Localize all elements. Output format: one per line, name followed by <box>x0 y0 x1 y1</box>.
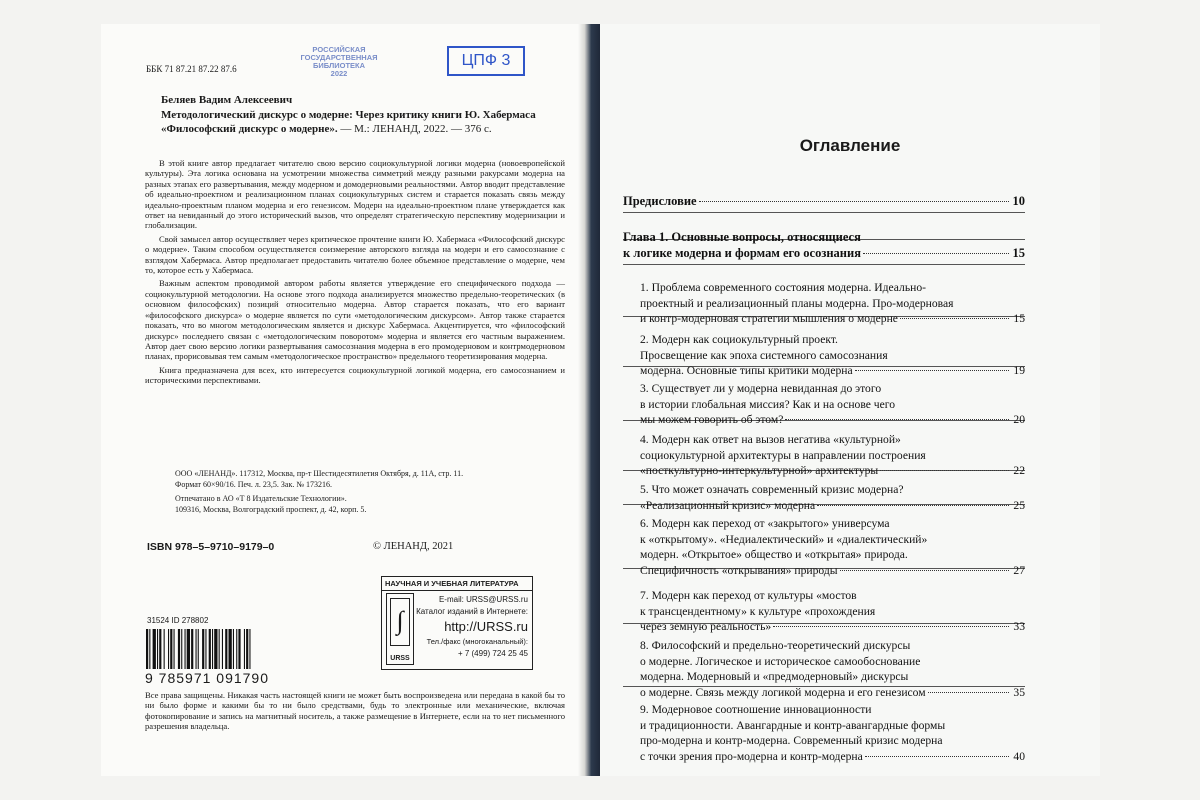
left-page <box>101 24 586 776</box>
toc-line-text: Специфичность «открывания» природы <box>640 563 838 577</box>
toc-page-number: 20 <box>1013 413 1025 426</box>
toc-line <box>640 702 1025 718</box>
urss-email: E-mail: URSS@URSS.ru <box>438 595 528 604</box>
toc-section[interactable] <box>640 432 1025 479</box>
toc-leader-dots <box>900 318 1009 319</box>
toc-line-text: 2. Модерн как социокультурный проект. <box>640 333 838 346</box>
toc-line <box>640 463 1025 479</box>
barcode-bar <box>205 629 206 669</box>
toc-section[interactable] <box>640 332 1025 379</box>
toc-line-text: 6. Модерн как переход от «закрытого» универсума <box>640 517 890 530</box>
toc-line-text: 8. Философский и предельно-теоретический дискурсы <box>640 639 911 652</box>
toc-page-number: 33 <box>1013 620 1025 633</box>
book-spine <box>578 24 600 776</box>
barcode-bar <box>191 629 193 669</box>
toc-line <box>640 448 1025 464</box>
toc-line <box>640 516 1025 532</box>
barcode-bar <box>225 629 227 669</box>
toc-line-text: 7. Модерн как переход от культуры «мостов <box>640 589 857 602</box>
barcode-id: 31524 ID 278802 <box>147 616 209 625</box>
toc-section[interactable] <box>640 702 1025 764</box>
toc-line <box>640 718 1025 734</box>
toc-line <box>640 604 1025 620</box>
toc-page-number: 10 <box>1012 194 1025 208</box>
right-page <box>600 24 1100 776</box>
toc-leader-dots <box>928 692 1009 693</box>
toc-line <box>640 432 1025 448</box>
rights-notice: Все права защищены. Никакая часть настоящей книги не может быть воспроизведена или передана в какой бы то ни было форме и какими бы то ни было средствами, будь то электронные или механические, включая фотокопирование и запись на магнитный носитель, а также размещение в Интернете, если на то нет письменного разрешения владельца. <box>145 690 565 732</box>
toc-line <box>640 397 1025 413</box>
toc-line <box>640 498 1025 514</box>
barcode-bar <box>229 629 232 669</box>
toc-leader-dots <box>865 756 1009 757</box>
barcode-bar <box>209 629 211 669</box>
barcode-bar <box>222 629 223 669</box>
barcode-bar <box>185 629 186 669</box>
bib-details: — М.: ЛЕНАНД, 2022. — 376 с. <box>337 123 492 135</box>
publisher-line: ООО «ЛЕНАНД». 117312, Москва, пр-т Шестидесятилетия Октября, д. 11А, стр. 11. <box>175 469 464 478</box>
toc-line-text: Предисловие <box>623 194 697 208</box>
barcode-bar <box>236 629 237 669</box>
toc-line <box>640 280 1025 296</box>
toc-line <box>640 588 1025 604</box>
toc-line <box>640 296 1025 312</box>
abstract-paragraph: Свой замысел автор осуществляет через критическое прочтение книги Ю. Хабермаса «Философский дискурс о модерне». Таким способом осуществляется соизмерение авторского взгляда на модерн и его самосознание с взглядом Хабермаса. Автор предполагает предоставить читателю более объемное представление о модерне, чем то, которое есть у Хабермаса. <box>145 233 565 276</box>
toc-page-number: 15 <box>1012 246 1025 260</box>
barcode-bar <box>212 629 213 669</box>
abstract-paragraph: Книга предназначена для всех, кто интересуется социокультурной логикой модерна, его самосознанием и историческими перспективами. <box>145 364 565 386</box>
barcode-bar <box>159 629 161 669</box>
toc-line-text: социокультурной архитектуры в направлении построения <box>640 448 926 462</box>
barcode-bar <box>181 629 182 669</box>
toc-line <box>640 532 1025 548</box>
barcode-bar <box>238 629 240 669</box>
barcode-bar <box>214 629 217 669</box>
barcode-bar <box>246 629 248 669</box>
abstract <box>145 158 565 389</box>
publisher-line: Формат 60×90/16. Печ. л. 23,5. Зак. № 173216. <box>175 479 333 489</box>
toc-line-text: 9. Модерновое соотношение инновационности <box>640 703 872 716</box>
toc-line-text: мы можем говорить об этом? <box>640 413 784 426</box>
urss-logo <box>386 593 414 665</box>
toc-line-text: и контр-модерновая стратегии мышления о модерне <box>640 312 898 325</box>
barcode-bar <box>174 629 175 669</box>
urss-catalog: Каталог изданий в Интернете: <box>416 607 528 616</box>
barcode-number: 9 785971 091790 <box>145 670 269 686</box>
toc-page-number: 27 <box>1013 563 1025 577</box>
toc-page-number: 40 <box>1013 749 1025 763</box>
toc-line-text: 1. Проблема современного состояния модерна. Идеально- <box>640 281 926 294</box>
toc-section[interactable] <box>640 588 1025 635</box>
toc-title: Оглавление <box>799 136 901 155</box>
toc-line-text: 4. Модерн как ответ на вызов негатива «культурной» <box>640 433 901 446</box>
toc-separator <box>623 264 1025 265</box>
toc-section[interactable] <box>640 482 1025 513</box>
toc-page-number: 22 <box>1013 464 1025 477</box>
toc-line-text: о модерне. Логическое и историческое самообоснование <box>640 654 921 668</box>
toc-line <box>640 381 1025 397</box>
integral-icon: ∫ <box>390 598 410 646</box>
toc-line-text: «посткультурно-интеркультурной» архитектуры <box>640 464 879 477</box>
publisher-line: 109316, Москва, Волгоградский проспект, д. 42, корп. 5. <box>175 504 367 514</box>
publisher-info <box>175 469 575 515</box>
toc-leader-dots <box>840 570 1009 571</box>
barcode-bar <box>233 629 234 669</box>
bibliographic-entry <box>161 108 541 136</box>
toc-line <box>640 363 1025 379</box>
barcode-bar <box>249 629 250 669</box>
toc-line <box>640 638 1025 654</box>
abstract-paragraph: В этой книге автор предлагает читателю свою версию социокультурной логики модерна (новоевропейской культуры). Эта логика основана на усмотрении множества симметрий между разными ракурсами модерна на разных этапах его развертывания, между модерном и домодерновыми реальностями. Автор вводит представление об идеально-проектном и реализационном планах социокультурных систем и старается показать связь между идеально-проектным планом модерна и его генезисом. Модерн на идеально-проектном плане утверждается как ответ на невиданный до этого исторический вызов, что определят стратегическую перспективу модернизации и глобализации. <box>145 158 565 231</box>
toc-leader-dots <box>863 253 1009 254</box>
toc-line <box>640 547 1025 563</box>
barcode-bar <box>187 629 190 669</box>
toc-line <box>623 245 1025 261</box>
barcode-bar <box>153 629 156 669</box>
toc-line-text: с точки зрения про-модерна и контр-модерна <box>640 749 863 763</box>
book-title: Методологический дискурс о модерне: Через критику книги Ю. Хабермаса «Философский дискурс о модерне». <box>161 109 536 135</box>
toc-leader-dots <box>785 419 1009 420</box>
urss-phone: + 7 (499) 724 25 45 <box>457 649 528 658</box>
toc-leader-dots <box>855 370 1009 371</box>
toc-line-text: модерна. Модерновый и «предмодерновый» дискурсы <box>640 670 909 683</box>
toc-line-text: модерна. Основные типы критики модерна <box>640 364 853 377</box>
urss-heading: НАУЧНАЯ И УЧЕБНАЯ ЛИТЕРАТУРА <box>382 577 532 591</box>
barcode-bar <box>170 629 172 669</box>
barcode <box>145 629 293 669</box>
barcode-bar <box>178 629 180 669</box>
barcode-bar <box>146 629 148 669</box>
toc-line-text: Просвещение как эпоха системного самосознания <box>640 348 888 362</box>
toc-line <box>640 348 1025 364</box>
toc-line <box>640 685 1025 701</box>
toc-line <box>640 563 1025 579</box>
toc-line <box>640 733 1025 749</box>
toc-chapter[interactable] <box>623 193 1025 209</box>
toc-leader-dots <box>880 470 1009 471</box>
barcode-bar <box>149 629 150 669</box>
toc-page-number: 25 <box>1013 498 1025 512</box>
library-stamp <box>297 46 381 78</box>
toc-line-text: о модерне. Связь между логикой модерна и его генезисом <box>640 685 926 699</box>
toc-line-text: 3. Существует ли у модерна невиданная до этого <box>640 382 882 395</box>
barcode-bar <box>168 629 169 669</box>
toc-line <box>640 412 1025 428</box>
barcode-bar <box>196 629 197 669</box>
stamp-code: ЦПФ 3 <box>447 46 525 76</box>
toc-line-text: 5. Что может означать современный кризис модерна? <box>640 483 904 496</box>
barcode-bar <box>244 629 245 669</box>
toc-separator <box>623 212 1025 213</box>
urss-logo-text: URSS <box>390 655 410 662</box>
barcode-bar <box>157 629 158 669</box>
toc-leader-dots <box>773 626 1009 627</box>
toc-line-text: и традиционности. Авангардные и контр-авангардные формы <box>640 718 946 732</box>
bbk-code: ББК 71 87.21 87.22 87.6 <box>146 64 237 74</box>
toc-line-text: к «открытому». «Недиалектический» и «диалектический» <box>640 532 928 546</box>
toc-line <box>640 669 1025 685</box>
toc-section[interactable] <box>640 381 1025 428</box>
toc-section[interactable] <box>640 280 1025 327</box>
toc-line-text: к логике модерна и формам его осознания <box>623 246 861 260</box>
toc-page-number: 35 <box>1013 685 1025 699</box>
toc-section[interactable] <box>640 516 1025 578</box>
urss-box <box>381 576 533 670</box>
author: Беляев Вадим Алексеевич <box>161 94 293 106</box>
toc-page-number: 15 <box>1013 312 1025 325</box>
barcode-bar <box>198 629 199 669</box>
toc-line-text: «Реализационный кризис» модерна <box>640 498 816 512</box>
barcode-bar <box>202 629 204 669</box>
toc-line-text: про-модерна и контр-модерна. Современный кризис модерна <box>640 734 943 747</box>
barcode-bar <box>164 629 165 669</box>
toc-line <box>640 332 1025 348</box>
publisher-line: Отпечатано в АО «Т 8 Издательские Технологии». <box>175 494 347 503</box>
toc-section[interactable] <box>640 638 1025 700</box>
toc-line-text: модерн. «Открытое» общество и «открытая» природа. <box>640 548 908 561</box>
toc-chapter[interactable] <box>623 229 1025 261</box>
toc-line <box>640 619 1025 635</box>
toc-line-text: Глава 1. Основные вопросы, относящиеся <box>623 230 861 244</box>
toc-page-number: 19 <box>1013 364 1025 377</box>
toc-line-text: в истории глобальная миссия? Как и на основе чего <box>640 397 896 411</box>
abstract-paragraph: Важным аспектом проводимой автором работы является утверждение его специфического подхода — социокультурной методологии. На основе этого подхода анализируется множество предельно-теоретических (в основном философских) позиций относительно модерна. Автор старается показать, что его вариант «философского дискурса» о модерне является по сути «методологическим дискурсом». Автор также старается показать, что во многом методологическим является и дискурс Хабермаса. Акцентируется, что «философский дискурс» последнего связан с «методологическим поворотом» модерна и является его частным выражением. Автор дает свою версию логики развертывания самосознания модерна в его промодерновом и контрмодерновом планах, прорисовывая тем самым «методологическое пространство» предельного теоретизирования модерна. <box>145 278 565 362</box>
toc-leader-dots <box>699 201 1009 202</box>
isbn: ISBN 978–5–9710–9179–0 <box>147 541 275 553</box>
barcode-bar <box>219 629 220 669</box>
stamp-line: БИБЛИОТЕКА <box>312 61 366 70</box>
toc-line <box>623 229 1025 245</box>
urss-url: http://URSS.ru <box>444 619 528 634</box>
toc-line <box>640 749 1025 765</box>
urss-phone-label: Тел./факс (многоканальный): <box>426 637 528 646</box>
toc-line <box>623 193 1025 209</box>
toc-line-text: через земную реальность» <box>640 620 772 633</box>
stamp-line: РОССИЙСКАЯ <box>312 45 366 54</box>
copyright: © ЛЕНАНД, 2021 <box>373 541 454 552</box>
toc-line <box>640 482 1025 498</box>
toc-line <box>640 654 1025 670</box>
toc-line <box>640 311 1025 327</box>
stamp-line: ГОСУДАРСТВЕННАЯ <box>300 53 378 62</box>
toc-leader-dots <box>817 505 1009 506</box>
toc-line-text: к трансцендентному» к культуре «прохождения <box>640 604 876 618</box>
stamp-line: 2022 <box>330 69 348 78</box>
toc-line-text: проектный и реализационный планы модерна. Про-модерновая <box>640 296 954 310</box>
